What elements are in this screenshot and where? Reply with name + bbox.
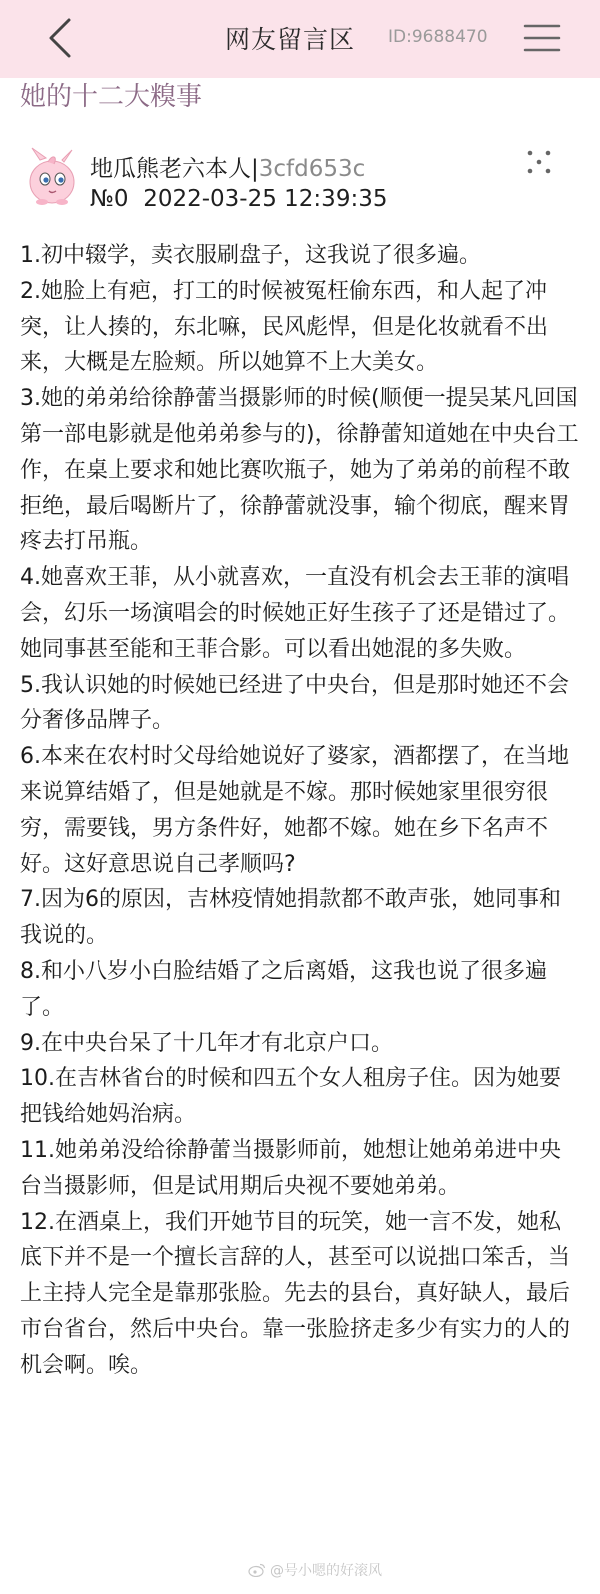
post-content [20,238,582,1384]
author-name[interactable]: 地瓜熊老六本人| [90,156,259,182]
chevron-left-icon [47,17,73,59]
list-item: 9.在中央台呆了十几年才有北京户口。 [20,1030,393,1056]
floor-number: №0 [90,186,129,212]
list-item: 2.她脸上有疤，打工的时候被冤枉偷东西，和人起了冲突，让人揍的，东北嘛，民风彪悍，但是化妆就看不出来，大概是左脸颊。所以她算不上大美女。 [20,278,549,376]
post-timestamp: 2022-03-25 12:39:35 [143,186,388,212]
more-vertical-icon [527,150,551,174]
list-item: 6.本来在农村时父母给她说好了婆家，酒都摆了，在当地来说算结婚了，但是她就是不嫁。那时候她家里很穷很穷，需要钱，男方条件好，她都不嫁。她在乡下名声不好。这好意思说自己孝顺吗? [20,744,569,877]
list-item: 1.初中辍学，卖衣服刷盘子，这我说了很多遍。 [20,243,481,268]
list-item: 3.她的弟弟给徐静蕾当摄影师的时候(顺便一提吴某凡回国第一部电影就是他弟弟参与的)，徐静蕾知道她在中央台工作，在桌上要求和她比赛吹瓶子，她为了弟弟的前程不敢拒绝，最后喝断片了，徐静蕾就没事，输个彻底，醒来胃疼去打吊瓶。 [20,386,579,555]
avatar[interactable] [22,146,80,208]
watermark-text: @号小嗯的好滚风 [270,1563,382,1579]
list-item: 11.她弟弟没给徐静蕾当摄影师前，她想让她弟弟进中央台当摄影师，但是试用期后央视不要她弟弟。 [20,1137,561,1199]
list-item: 5.我认识她的时候她已经进了中央台，但是那时她还不会分奢侈品牌子。 [20,672,569,734]
weibo-icon [248,1563,266,1577]
jigglypuff-avatar-icon [22,146,80,208]
list-item: 7.因为6的原因，吉林疫情她捐款都不敢声张，她同事和我说的。 [20,887,561,949]
author-uid: 3cfd653c [258,156,366,182]
list-item: 4.她喜欢王菲，从小就喜欢，一直没有机会去王菲的演唱会，幻乐一场演唱会的时候她正好生孩子了还是错过了。她同事甚至能和王菲合影。可以看出她混的多失败。 [20,565,571,662]
page-title: 网友留言区 [225,25,356,54]
list-item: 12.在酒桌上，我们开她节目的玩笑，她一言不发，她私底下并不是一个擅长言辞的人，甚至可以说拙口笨舌，当上主持人完全是靠那张脸。先去的县台，真好缺人，最后市台省台，然后中央台。靠一张脸挤走多少有实力的人的机会啊。唉。 [20,1209,571,1378]
post-meta [90,186,387,212]
more-options-button[interactable] [527,150,551,174]
list-item: 10.在吉林省台的时候和四五个女人租房子住。因为她要把钱给她妈治病。 [20,1066,561,1128]
top-navigation-bar [0,0,600,78]
menu-button[interactable] [521,18,563,58]
author-line [90,150,365,183]
post-title: 她的十二大糗事 [20,82,203,112]
hamburger-icon [521,18,563,58]
back-button[interactable] [40,14,80,62]
page-id: ID:9688470 [388,27,488,47]
list-item: 8.和小八岁小白脸结婚了之后离婚，这我也说了很多遍了。 [20,958,547,1020]
watermark [248,1560,382,1580]
